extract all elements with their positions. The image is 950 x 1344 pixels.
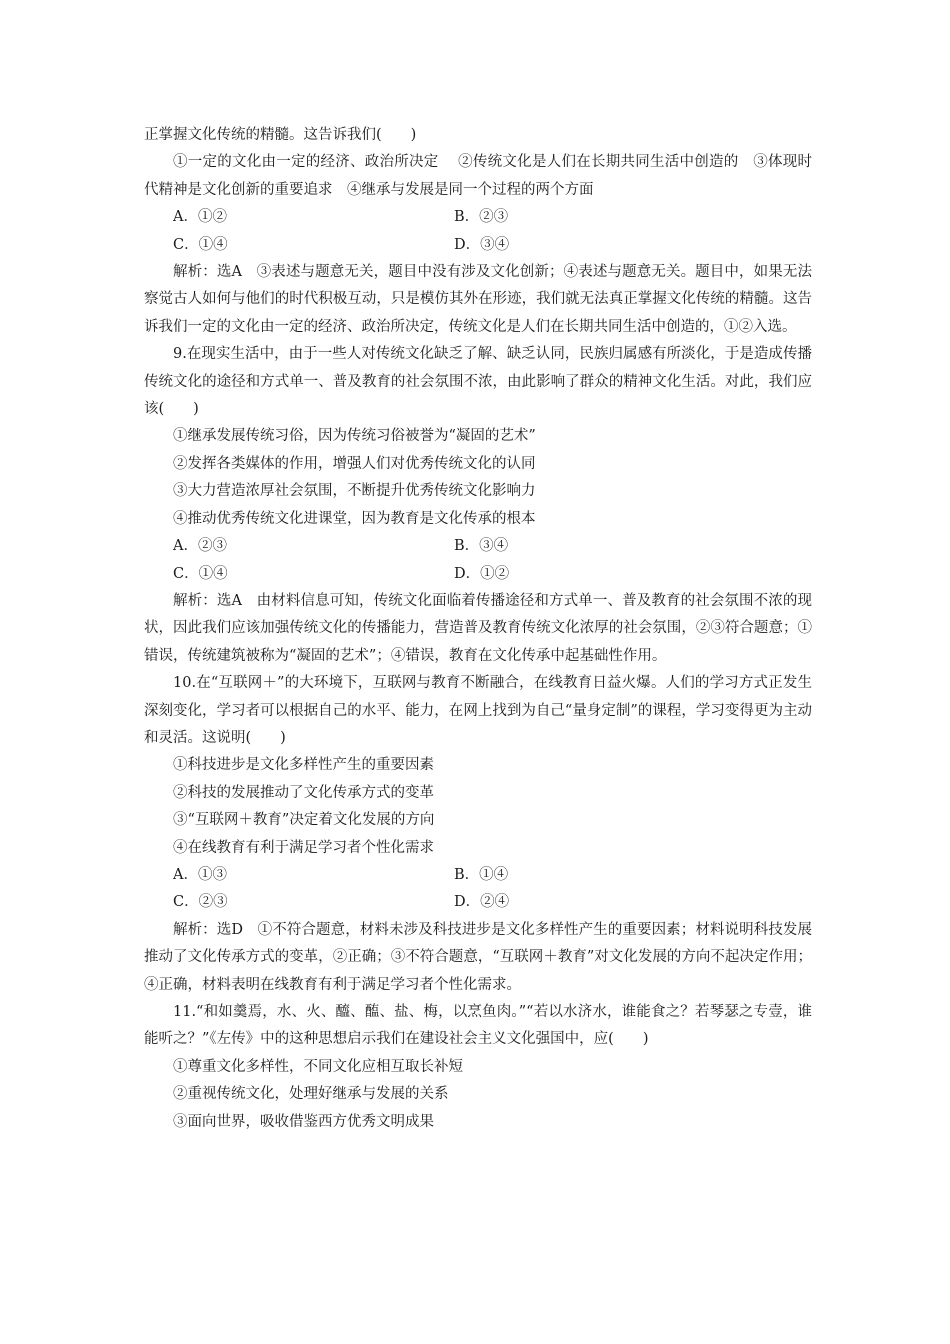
q9-stem: 9.在现实生活中，由于一些人对传统文化缺乏了解、缺乏认同，民族归属感有所淡化，于是造成传播传统文化的途径和方式单一、普及教育的社会氛围不浓，由此影响了群众的精神文化生活。对此，我们应该( ) [144,346,812,418]
q10-statement-1: ①科技进步是文化多样性产生的重要因素 [173,757,434,774]
q8-options-row-1 [144,204,812,231]
q8-stem-tail: 正掌握文化传统的精髓。这告诉我们( ) [144,127,417,143]
q10-statement-3: ③“互联网＋教育”决定着文化发展的方向 [173,812,435,829]
q10-stem: 10.在“互联网＋”的大环境下，互联网与教育不断融合，在线教育日益火爆。人们的学习方式正发生深刻变化，学习者可以根据自己的水平、能力，在网上找到为自己“量身定制”的课程，学习变得更为主动和灵活。这说明( ) [144,675,812,746]
q10-options-row-2 [144,889,812,916]
q10-options-row-1 [144,862,812,889]
q11-statement-2: ②重视传统文化，处理好继承与发展的关系 [173,1086,449,1103]
q11-statement-1: ①尊重文化多样性，不同文化应相互取长补短 [173,1058,463,1075]
q10-option-b: B．①④ [454,866,509,883]
q11-statement-3: ③面向世界，吸收借鉴西方优秀文明成果 [173,1113,434,1130]
q8-option-d: D．③④ [454,236,510,253]
q9-option-c: C．①④ [173,565,228,582]
q11-stem: 11.“和如羹焉，水、火、醯、醢、盐、梅，以烹鱼肉。”“若以水济水，谁能食之？若琴瑟之专壹，谁能听之？”《左传》中的这种思想启示我们在建设社会主义文化强国中，应( ) [144,1004,812,1048]
q10-statement-4: ④在线教育有利于满足学习者个性化需求 [173,839,434,856]
q9-statement-3: ③大力营造浓厚社会氛围，不断提升优秀传统文化影响力 [173,483,536,500]
q10-statement-2: ②科技的发展推动了文化传承方式的变革 [173,784,434,801]
q9-statement-2: ②发挥各类媒体的作用，增强人们对优秀传统文化的认同 [173,455,536,472]
q10-option-a: A．①③ [173,866,227,883]
q9-options-row-2 [144,561,812,588]
q8-option-c: C．①④ [173,236,228,253]
q9-option-a: A．②③ [173,538,227,555]
q10-option-d: D．②④ [454,894,510,911]
q8-option-a: A．①② [173,209,227,226]
q10-option-c: C．②③ [173,894,228,911]
q8-analysis: 解析：选A ③表述与题意无关，题目中没有涉及文化创新；④表述与题意无关。题目中，如果无法察觉古人如何与他们的时代积极互动，只是模仿其外在形迹，我们就无法真正掌握文化传统的精髓。这告诉我们一定的文化由一定的经济、政治所决定，传统文化是人们在长期共同生活中创造的，①②入选。 [144,264,812,335]
q9-options-row-1 [144,533,812,560]
q9-statement-1: ①继承发展传统习俗，因为传统习俗被誉为“凝固的艺术” [173,428,536,445]
q9-statement-4: ④推动优秀传统文化进课堂，因为教育是文化传承的根本 [173,510,536,527]
document-page [144,122,812,1136]
q9-analysis: 解析：选A 由材料信息可知，传统文化面临着传播途径和方式单一、普及教育的社会氛围不浓的现状，因此我们应该加强传统文化的传播能力，营造普及教育传统文化浓厚的社会氛围，②③符合题意；①错误，传统建筑被称为“凝固的艺术”；④错误，教育在文化传承中起基础性作用。 [144,592,812,664]
q8-statements: ①一定的文化由一定的经济、政治所决定 ②传统文化是人们在长期共同生活中创造的 ③体现时代精神是文化创新的重要追求 ④继承与发展是同一个过程的两个方面 [144,154,812,198]
q8-options-row-2 [144,232,812,259]
q10-analysis: 解析：选D ①不符合题意，材料未涉及科技进步是文化多样性产生的重要因素；材料说明科技发展推动了文化传承方式的变革，②正确；③不符合题意，“互联网＋教育”对文化发展的方向不起决定作用；④正确，材料表明在线教育有利于满足学习者个性化需求。 [144,921,812,993]
q9-option-b: B．③④ [454,538,509,555]
q9-option-d: D．①② [454,565,510,582]
q8-option-b: B．②③ [454,209,509,226]
